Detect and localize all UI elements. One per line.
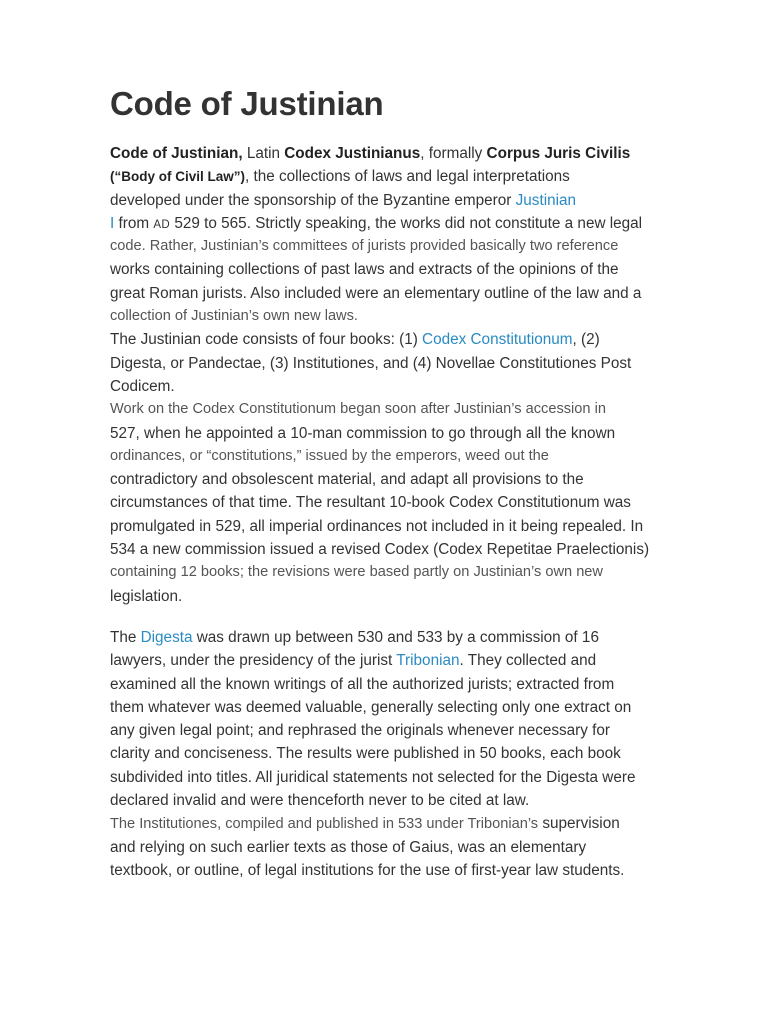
paragraph-1-line-5: code. Rather, Justinian’s committees of jurists provided basically two reference [110, 238, 619, 255]
link-justinian[interactable]: Justinian [515, 191, 577, 209]
paragraph-5-line-3: textbook, or outline, of legal institutions for the use of first-year law students. [110, 861, 625, 879]
paragraph-3-line-7: 534 a new commission issued a revised Codex (Codex Repetitae Praelectionis) [110, 541, 650, 559]
paragraph-4-line-4: them whatever was deemed valuable, generally selecting only one extract on [110, 698, 632, 716]
paragraph-4-line-5: any given legal point; and rephrased the originals whenever necessary for [110, 722, 611, 740]
paragraph-4-line-6: clarity and conciseness. The results were published in 50 books, each book [110, 745, 621, 763]
term-corpus-juris-civilis: Corpus Juris Civilis [486, 145, 631, 162]
paragraph-1-line-4: I from AD 529 to 565. Strictly speaking, the works did not constitute a new legal [110, 214, 643, 232]
paragraph-1-line-8: collection of Justinian’s own new laws. [110, 308, 358, 325]
paragraph-1-line-1: Code of Justinian, Latin Codex Justinianus, formally Corpus Juris Civilis [110, 145, 631, 162]
paragraph-2-line-1: The Justinian code consists of four books: (1) Codex Constitutionum, (2) [110, 331, 600, 349]
paragraph-3-line-5: circumstances of that time. The resultant 10-book Codex Constitutionum was [110, 494, 631, 512]
paragraph-4-line-7: subdivided into titles. All juridical statements not selected for the Digesta were [110, 768, 636, 786]
paragraph-1-line-3: developed under the sponsorship of the Byzantine emperor Justinian [110, 191, 577, 209]
article-body [110, 142, 670, 882]
paragraph-1-line-2: (“Body of Civil Law”), the collections of laws and legal interpretations [110, 168, 570, 186]
paragraph-5-line-2: and relying on such earlier texts as those of Gaius, was an elementary [110, 838, 587, 856]
link-justinian-continued[interactable]: I [110, 214, 115, 232]
paragraph-3-line-3: ordinances, or “constitutions,” issued by the emperors, weed out the [110, 447, 549, 464]
paragraph-3-line-4: contradictory and obsolescent material, and adapt all provisions to the [110, 471, 584, 489]
link-tribonian[interactable]: Tribonian [396, 652, 460, 670]
paragraph-2-line-3: Codicem. [110, 377, 175, 395]
paragraph-5-line-1: The Institutiones, compiled and published in 533 under Tribonian’s supervision [110, 815, 620, 833]
paragraph-4-line-1: The Digesta was drawn up between 530 and 533 by a commission of 16 [110, 628, 599, 646]
paragraph-2-line-2: Digesta, or Pandectae, (3) Institutiones, and (4) Novellae Constitutiones Post [110, 354, 632, 372]
paragraph-4-line-8: declared invalid and were thenceforth never to be cited at law. [110, 792, 530, 810]
paragraph-4-line-3: examined all the known writings of all the authorized jurists; extracted from [110, 675, 615, 693]
paragraph-3-line-6: promulgated in 529, all imperial ordinances not included in it being repealed. In [110, 517, 644, 535]
term-code-of-justinian: Code of Justinian, [110, 145, 243, 162]
paragraph-3-line-9: legislation. [110, 587, 183, 605]
paragraph-gap [110, 608, 670, 626]
article [110, 82, 670, 879]
paragraph-3-line-1: Work on the Codex Constitutionum began soon after Justinian’s accession in [110, 401, 606, 418]
paragraph-3-line-2: 527, when he appointed a 10-man commission to go through all the known [110, 424, 616, 442]
paragraph-3-line-8: containing 12 books; the revisions were based partly on Justinian’s own new [110, 564, 603, 581]
paragraph-1-line-6: works containing collections of past laws and extracts of the opinions of the [110, 261, 619, 279]
paragraph-1-line-7: great Roman jurists. Also included were an elementary outline of the law and a [110, 284, 642, 302]
era-ad: AD [153, 218, 171, 231]
paragraph-4-line-2: lawyers, under the presidency of the jurist Tribonian. They collected and [110, 652, 597, 670]
article-title: Code of Justinian [110, 85, 384, 122]
term-translation: (“Body of Civil Law”) [110, 169, 245, 185]
term-codex-justinianus: Codex Justinianus [284, 145, 421, 162]
link-digesta[interactable]: Digesta [140, 628, 193, 646]
link-codex-constitutionum[interactable]: Codex Constitutionum [422, 331, 573, 349]
